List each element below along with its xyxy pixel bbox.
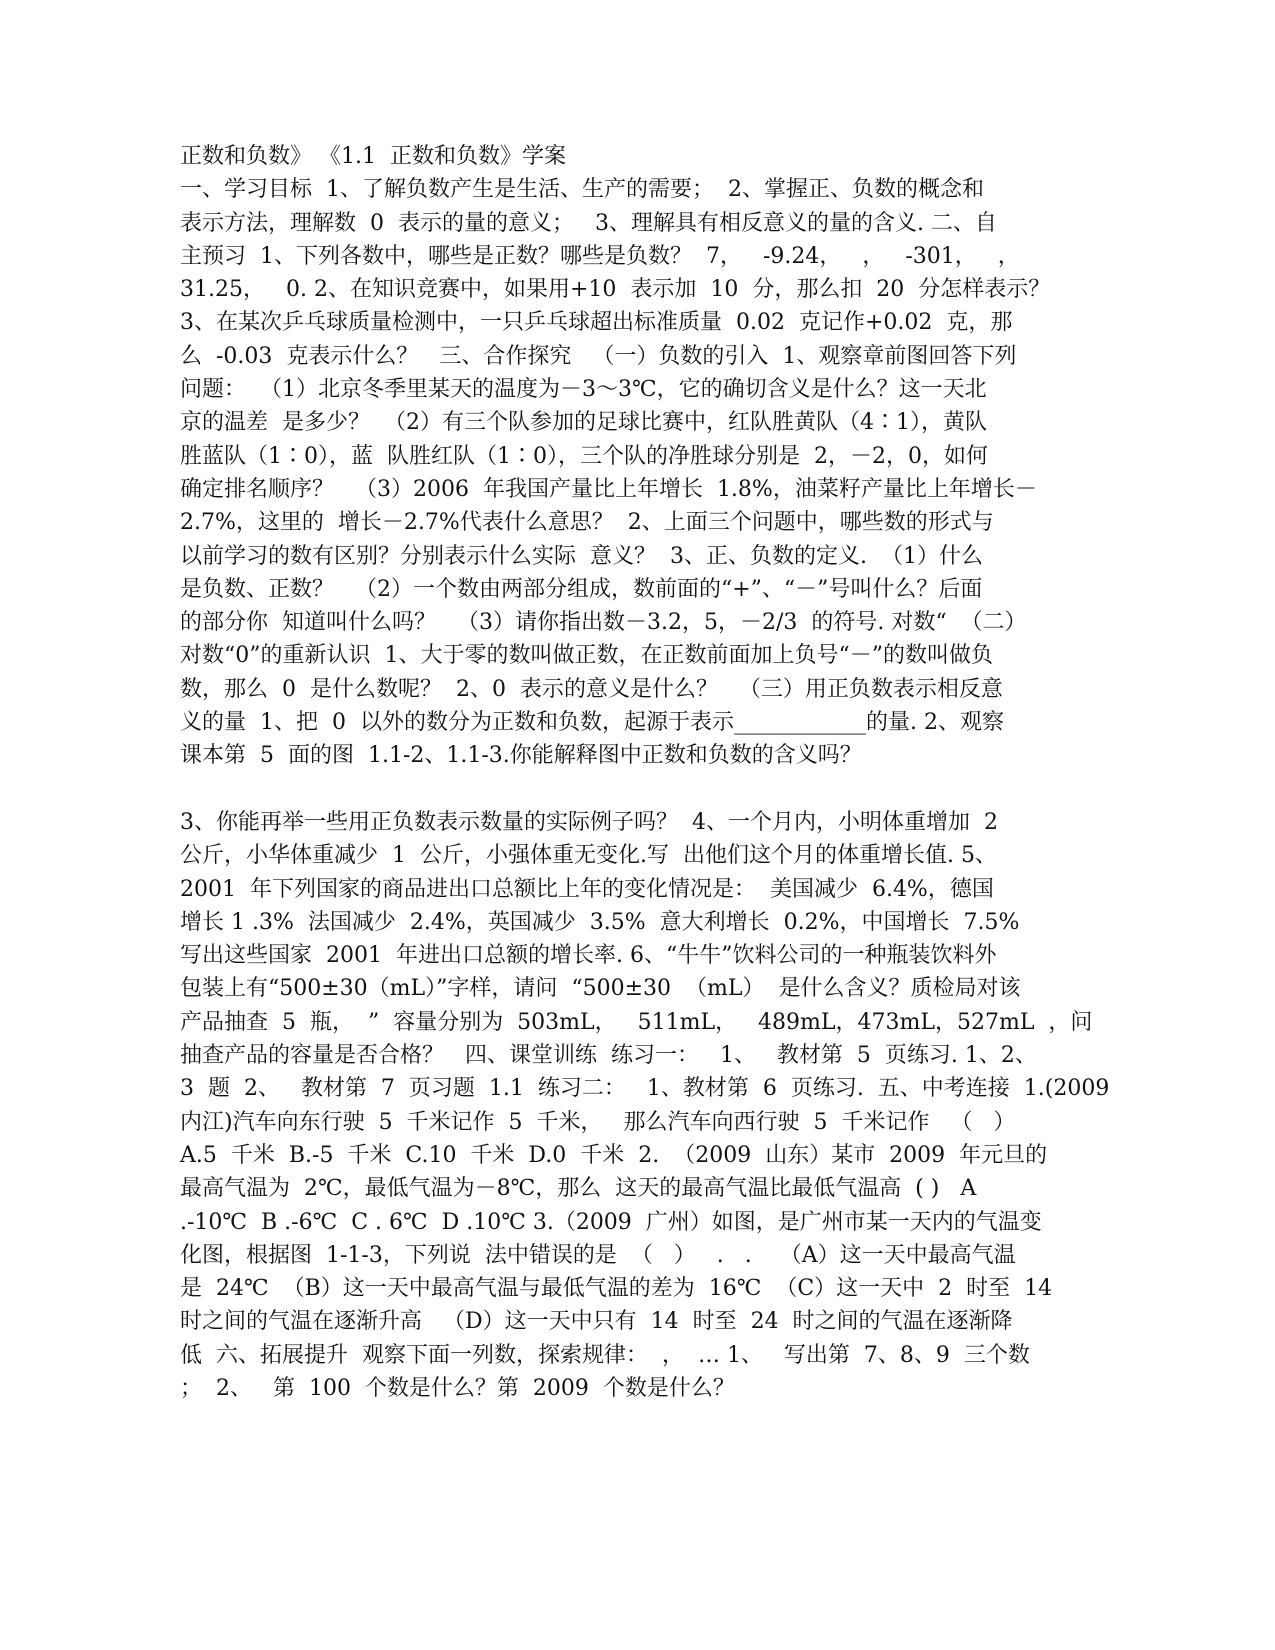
text-line: 是 24℃ （B）这一天中最高气温与最低气温的差为 16℃ （C）这一天中 2 时至 14 — [180, 1276, 1053, 1302]
text-line: 义的量 1、把 0 以外的数分为正数和负数，起源于表示____________的量. 2、观察 — [180, 710, 1004, 736]
document-page — [180, 140, 1110, 1405]
paragraph-gap — [180, 773, 1095, 806]
text-line: 抽查产品的容量是否合格？ 四、课堂训练 练习一： 1、 教材第 5 页练习. 1、2、 — [180, 1043, 1037, 1069]
text-line: 包装上有“500±30（mL）”字样，请问 “500±30 （mL） 是什么含义？质检局对该 — [180, 976, 1021, 1002]
text-line: .-10℃ B .-6℃ C . 6℃ D .10℃ 3.（2009 广州）如图，是广州市某一天内的气温变 — [180, 1209, 1042, 1235]
text-line: 3、在某次乒乓球质量检测中，一只乒乓球超出标准质量 0.02 克记作+0.02 克，那 — [180, 310, 1013, 336]
text-line: 京的温差 是多少？ （2）有三个队参加的足球比赛中，红队胜黄队（4∶1），黄队 — [180, 410, 987, 436]
text-line: 主预习 1、下列各数中，哪些是正数？哪些是负数？ 7， -9.24， ， -301， ， — [180, 243, 1020, 269]
text-line: 数，那么 0 是什么数呢？ 2、0 表示的意义是什么？ （三）用正负数表示相反意 — [180, 676, 1003, 702]
text-line: 2.7%，这里的 增长－2.7%代表什么意思？ 2、上面三个问题中，哪些数的形式与 — [180, 510, 994, 536]
text-line: 一、学习目标 1、了解负数产生是生活、生产的需要； 2、掌握正、负数的概念和 — [180, 177, 984, 203]
text-line: 增长 1 .3% 法国减少 2.4%，英国减少 3.5% 意大利增长 0.2%，中国增长 7.5% — [180, 909, 1020, 935]
text-line: 么 -0.03 克表示什么？ 三、合作探究 （一）负数的引入 1、观察章前图回答下列 — [180, 343, 1017, 369]
text-line: 正数和负数》 《1.1 正数和负数》学案 — [180, 144, 566, 169]
text-line: 的部分你 知道叫什么吗？ （3）请你指出数－3.2，5，－2/3 的符号. 对数“ （二） — [180, 610, 1027, 636]
text-line: ； 2、 第 100 个数是什么？第 2009 个数是什么？ — [180, 1375, 735, 1401]
text-line: 课本第 5 面的图 1.1-2、1.1-3.你能解释图中正数和负数的含义吗？ — [180, 743, 862, 769]
text-line: 问题： （1）北京冬季里某天的温度为－3～3℃，它的确切含义是什么？这一天北 — [180, 377, 987, 403]
text-line: 最高气温为 2℃，最低气温为－8℃，那么 这天的最高气温比最低气温高 ( ) A — [180, 1176, 977, 1202]
text-line: 时之间的气温在逐渐升高 （D）这一天中只有 14 时至 24 时之间的气温在逐渐降 — [180, 1309, 1013, 1335]
text-line: 3 题 2、 教材第 7 页习题 1.1 练习二： 1、教材第 6 页练习. 五、中考连接 1.(2009 — [180, 1076, 1110, 1102]
text-line: 写出这些国家 2001 年进出口总额的增长率. 6、“牛牛”饮料公司的一种瓶装饮料外 — [180, 943, 997, 969]
text-line: 是负数、正数？ （2）一个数由两部分组成，数前面的“+”、“－”号叫什么？后面 — [180, 576, 983, 602]
text-line: 表示方法，理解数 0 表示的量的意义； 3、理解具有相反意义的量的含义. 二、自 — [180, 210, 997, 236]
text-line: 产品抽查 5 瓶， ” 容量分别为 503mL， 511mL， 489mL，473mL，527mL ，问 — [180, 1009, 1093, 1035]
text-line: 化图，根据图 1-1-3，下列说 法中错误的是 （ ） . . （A）这一天中最高气温 — [180, 1242, 1016, 1268]
paragraph-2 — [180, 806, 1110, 1405]
text-line: 以前学习的数有区别？分别表示什么实际 意义？ 3、正、负数的定义. （1）什么 — [180, 543, 983, 569]
text-line: 胜蓝队（1∶0），蓝 队胜红队（1∶0），三个队的净胜球分别是 2，－2，0，如何 — [180, 443, 988, 469]
text-line: A.5 千米 B.-5 千米 C.10 千米 D.0 千米 2. （2009 山东）某市 2009 年元旦的 — [180, 1142, 1048, 1168]
text-line: 低 六、拓展提升 观察下面一列数，探索规律： ， … 1、 写出第 7、8、9 三个数 — [180, 1342, 1030, 1368]
text-line: 确定排名顺序？ （3）2006 年我国产量比上年增长 1.8%，油菜籽产量比上年增长－ — [180, 476, 1037, 502]
text-line: 2001 年下列国家的商品进出口总额比上年的变化情况是： 美国减少 6.4%，德国 — [180, 876, 994, 902]
text-line: 公斤，小华体重减少 1 公斤，小强体重无变化.写 出他们这个月的体重增长值. 5、 — [180, 843, 997, 869]
text-line: 对数“0”的重新认识 1、大于零的数叫做正数，在正数前面加上负号“－”的数叫做负 — [180, 643, 993, 669]
text-line: 31.25， 0. 2、在知识竞赛中，如果用+10 表示加 10 分，那么扣 20 分怎样表示？ — [180, 277, 1051, 303]
text-line: 3、你能再举一些用正负数表示数量的实际例子吗？ 4、一个月内，小明体重增加 2 — [180, 809, 998, 835]
text-line: 内江)汽车向东行驶 5 千米记作 5 千米， 那么汽车向西行驶 5 千米记作 （ ） — [180, 1109, 1016, 1135]
paragraph-1 — [180, 140, 1095, 773]
